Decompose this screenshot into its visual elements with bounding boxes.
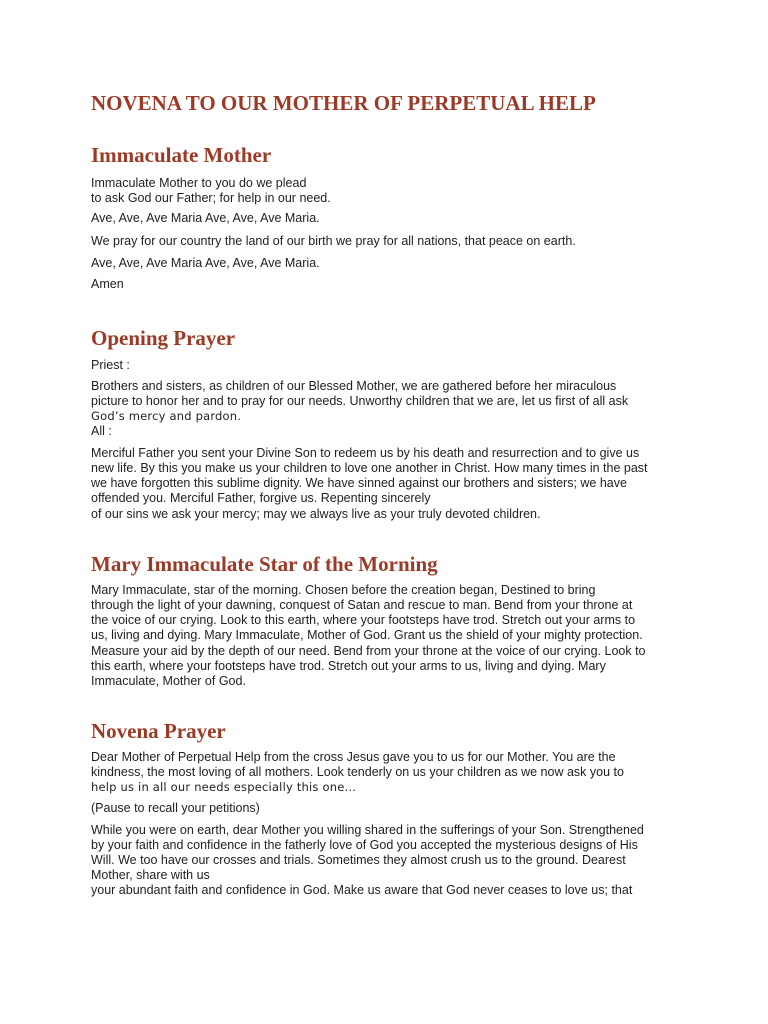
text-line: All : xyxy=(91,424,112,438)
text-line: Mary Immaculate, star of the morning. Chosen before the creation began, Destined to bring xyxy=(91,583,596,597)
text-line: help us in all our needs especially this one… xyxy=(91,780,357,794)
text-line: through the light of your dawning, conquest of Satan and rescue to man. Bend from your throne at xyxy=(91,598,633,612)
document-title: NOVENA TO OUR MOTHER OF PERPETUAL HELP xyxy=(91,91,596,115)
text-line: this earth, where your footsteps have trod. Stretch out your arms to us, living and dying. Mary xyxy=(91,659,606,673)
text-line: Priest : xyxy=(91,358,130,372)
text-line: Will. We too have our crosses and trials. Sometimes they almost crush us to the ground. Dearest xyxy=(91,853,626,867)
text-line: by your faith and confidence in the fatherly love of God you accepted the mysterious designs of His xyxy=(91,838,638,852)
text-line: Brothers and sisters, as children of our Blessed Mother, we are gathered before her miraculous xyxy=(91,379,617,393)
text-line: Measure your aid by the depth of our need. Bend from your throne at the voice of our crying. Look to xyxy=(91,644,646,658)
text-line: Immaculate Mother to you do we plead xyxy=(91,176,307,190)
text-line: new life. By this you make us your children to love one another in Christ. How many times in the past xyxy=(91,461,648,475)
text-line: the voice of our crying. Look to this earth, where your footsteps have trod. Stretch out your arms to xyxy=(91,613,636,627)
text-line: Immaculate, Mother of God. xyxy=(91,674,246,688)
text-line: to ask God our Father; for help in our need. xyxy=(91,191,331,205)
text-line: we have forgotten this sublime dignity. We have sinned against our brothers and sisters; we have xyxy=(91,476,627,490)
text-line: Amen xyxy=(91,277,124,291)
text-line: Dear Mother of Perpetual Help from the cross Jesus gave you to us for our Mother. You are the xyxy=(91,750,616,764)
text-line: While you were on earth, dear Mother you willing shared in the sufferings of your Son. Strengthened xyxy=(91,823,644,837)
text-line: Ave, Ave, Ave Maria Ave, Ave, Ave Maria. xyxy=(91,256,320,270)
section-heading-opening-prayer: Opening Prayer xyxy=(91,326,236,350)
text-line: Mother, share with us xyxy=(91,868,210,882)
text-line: We pray for our country the land of our birth we pray for all nations, that peace on earth. xyxy=(91,234,576,248)
text-line: of our sins we ask your mercy; may we always live as your truly devoted children. xyxy=(91,507,541,521)
text-line: your abundant faith and confidence in God. Make us aware that God never ceases to love us; that xyxy=(91,883,633,897)
text-line: Ave, Ave, Ave Maria Ave, Ave, Ave Maria. xyxy=(91,211,320,225)
text-line: kindness, the most loving of all mothers. Look tenderly on us your children as we now ask you to xyxy=(91,765,624,779)
section-heading-immaculate-mother: Immaculate Mother xyxy=(91,143,272,167)
section-heading-star-of-the-morning: Mary Immaculate Star of the Morning xyxy=(91,552,438,576)
text-line: picture to honor her and to pray for our needs. Unworthy children that we are, let us first of all ask xyxy=(91,394,629,408)
section-heading-novena-prayer: Novena Prayer xyxy=(91,719,226,743)
text-line: God’s mercy and pardon. xyxy=(91,409,242,423)
text-line: us, living and dying. Mary Immaculate, Mother of God. Grant us the shield of your mighty protection. xyxy=(91,628,643,642)
text-line: (Pause to recall your petitions) xyxy=(91,801,260,815)
text-line: Merciful Father you sent your Divine Son to redeem us by his death and resurrection and to give us xyxy=(91,446,640,460)
text-line: offended you. Merciful Father, forgive us. Repenting sincerely xyxy=(91,491,431,505)
